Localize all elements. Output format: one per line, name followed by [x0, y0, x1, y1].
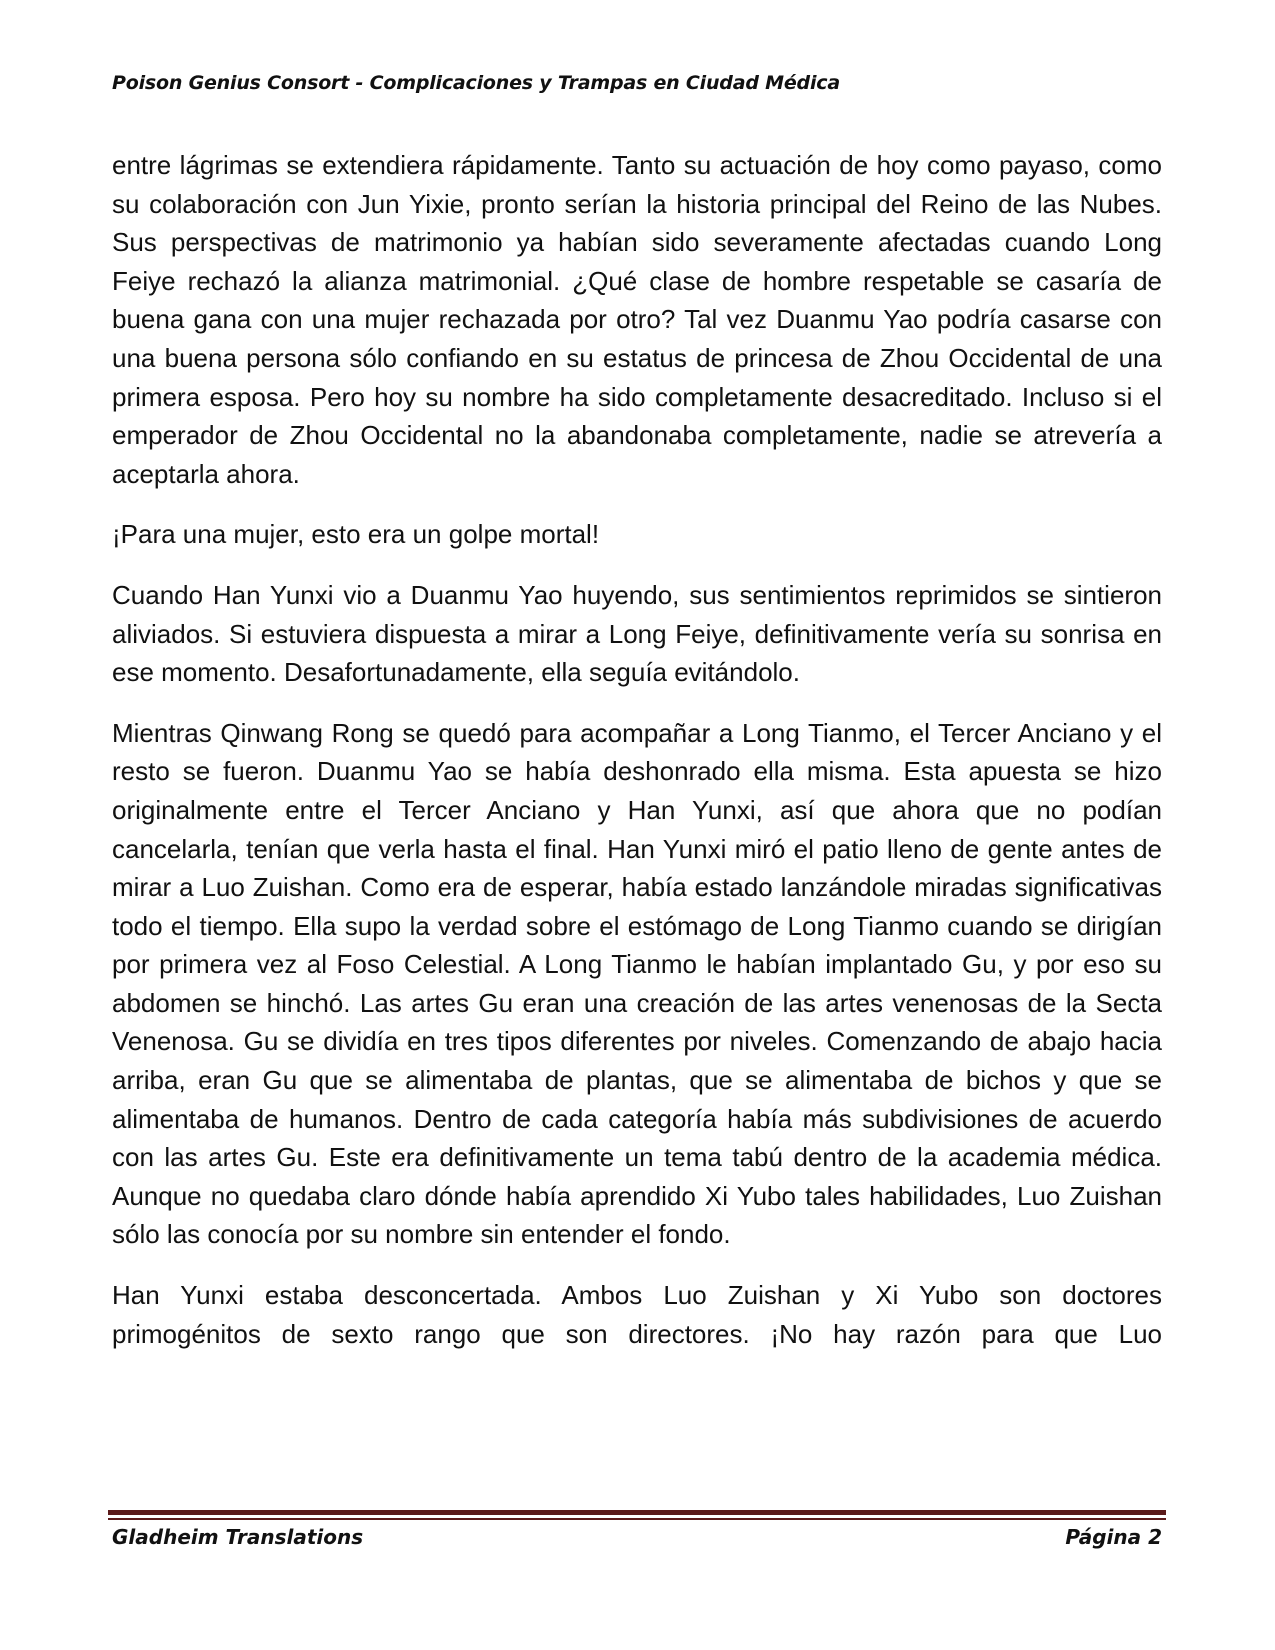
paragraph-2: ¡Para una mujer, esto era un golpe mortal!	[112, 519, 600, 550]
document-body	[112, 146, 1162, 1375]
footer-divider-thick	[108, 1510, 1166, 1515]
paragraph-4: Mientras Qinwang Rong se quedó para acompañar a Long Tianmo, el Tercer Anciano y el resto se fueron. Duanmu Yao se había deshonrado ella misma. Esta apuesta se hizo originalmente entre el Tercer Anciano y Han Yunxi, así que ahora que no podían cancelarla, tenían que verla hasta el final. Han Yunxi miró el patio lleno de gente antes de mirar a Luo Zuishan. Como era de esperar, había estado lanzándole miradas significativas todo el tiempo. Ella supo la verdad sobre el estómago de Long Tianmo cuando se dirigían por primera vez al Foso Celestial. A Long Tianmo le habían implantado Gu, y por eso su abdomen se hinchó. Las artes Gu eran una creación de las artes venenosas de la Secta Venenosa. Gu se dividía en tres tipos diferentes por niveles. Comenzando de abajo hacia arriba, eran Gu que se alimentaba de plantas, que se alimentaba de bichos y que se alimentaba de humanos. Dentro de cada categoría había más subdivisiones de acuerdo con las artes Gu. Este era definitivamente un tema tabú dentro de la academia médica. Aunque no quedaba claro dónde había aprendido Xi Yubo tales habilidades, Luo Zuishan sólo las conocía por su nombre sin entender el fondo.	[112, 717, 1162, 1250]
footer-translator-name: Gladheim Translations	[112, 1525, 364, 1549]
paragraph-5: Han Yunxi estaba desconcertada. Ambos Luo Zuishan y Xi Yubo son doctores primogénitos de sexto rango que son directores. ¡No hay razón para que Luo	[112, 1280, 1162, 1349]
paragraph-1: entre lágrimas se extendiera rápidamente. Tanto su actuación de hoy como payaso, como su colaboración con Jun Yixie, pronto serían la historia principal del Reino de las Nubes. Sus perspectivas de matrimonio ya habían sido severamente afectadas cuando Long Feiye rechazó la alianza matrimonial. ¿Qué clase de hombre respetable se casaría de buena gana con una mujer rechazada por otro? Tal vez Duanmu Yao podría casarse con una buena persona sólo confiando en su estatus de princesa de Zhou Occidental de una primera esposa. Pero hoy su nombre ha sido completamente desacreditado. Incluso si el emperador de Zhou Occidental no la abandonaba completamente, nadie se atrevería a aceptarla ahora.	[112, 150, 1162, 489]
paragraph-3: Cuando Han Yunxi vio a Duanmu Yao huyendo, sus sentimientos reprimidos se sintieron aliviados. Si estuviera dispuesta a mirar a Long Feiye, definitivamente vería su sonrisa en ese momento. Desafortunadamente, ella seguía evitándolo.	[112, 579, 1162, 688]
footer-divider-thin	[108, 1518, 1166, 1520]
footer-page-number: Página 2	[1065, 1525, 1162, 1549]
page-header-title: Poison Genius Consort - Complicaciones y Trampas en Ciudad Médica	[112, 72, 840, 94]
